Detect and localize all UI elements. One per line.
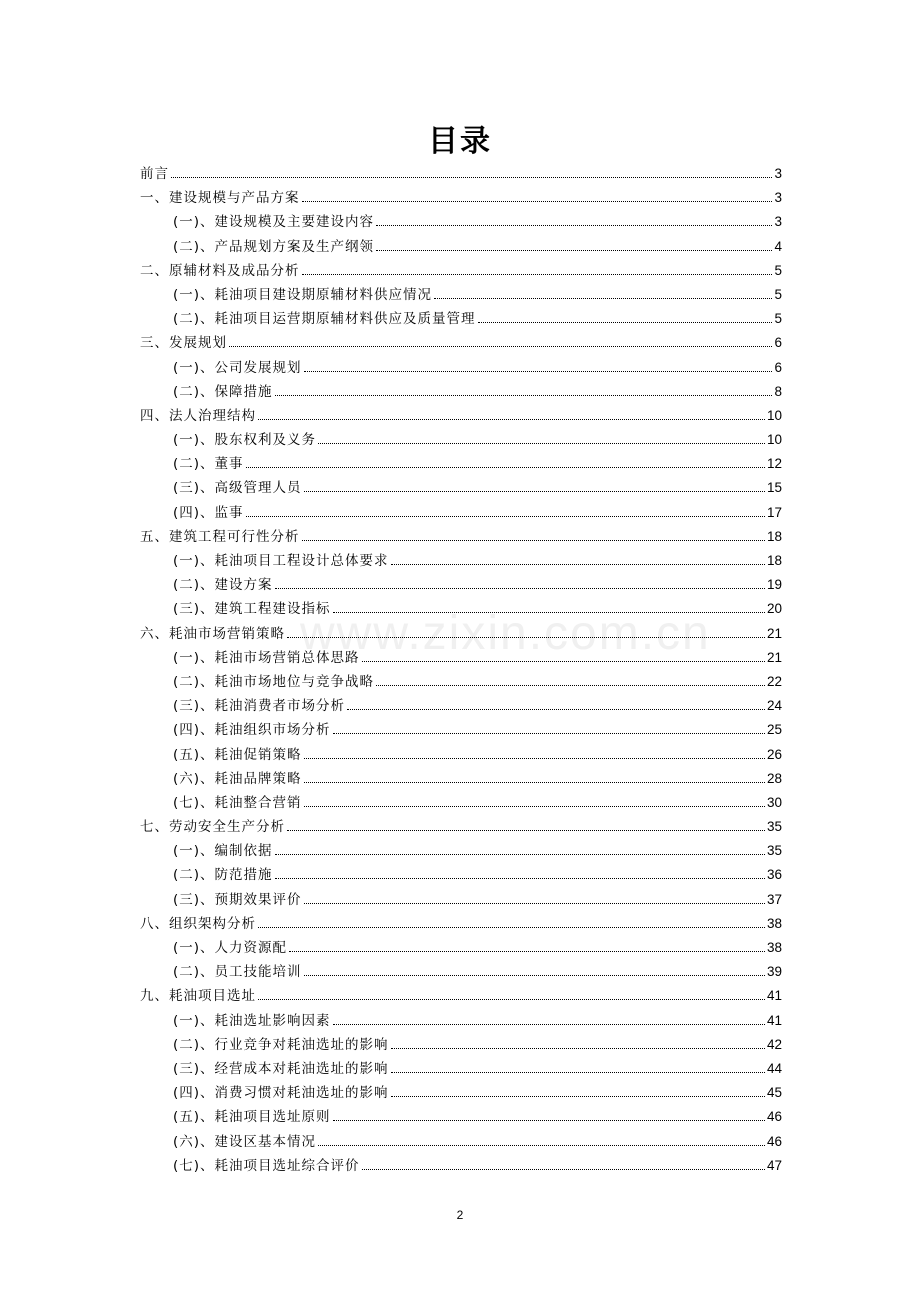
toc-entry-title: (一)、股东权利及义务 — [173, 432, 317, 449]
dot-leader — [376, 225, 772, 226]
toc-entry-title: (二)、建设方案 — [173, 577, 273, 594]
toc-entry-title: 一、建设规模与产品方案 — [140, 190, 300, 207]
toc-subentry[interactable] — [140, 476, 782, 500]
toc-entry-title: (七)、耗油整合营销 — [173, 794, 302, 811]
toc-entry-page: 30 — [766, 794, 782, 810]
dot-leader — [302, 540, 765, 541]
toc-entry-title: (一)、耗油市场营销总体思路 — [173, 649, 360, 666]
toc-entry[interactable] — [140, 622, 782, 646]
dot-leader — [376, 250, 772, 251]
toc-subentry[interactable] — [140, 235, 782, 259]
dot-leader — [304, 975, 765, 976]
dot-leader — [434, 298, 772, 299]
toc-entry-page: 41 — [766, 988, 782, 1004]
dot-leader — [304, 782, 765, 783]
watermark: www.zixin.com.cn — [300, 607, 711, 660]
dot-leader — [391, 1048, 765, 1049]
toc-subentry[interactable] — [140, 694, 782, 718]
toc-entry-page: 47 — [766, 1157, 782, 1173]
dot-leader — [304, 806, 765, 807]
toc-entry-title: 前言 — [140, 166, 169, 182]
toc-subentry[interactable] — [140, 718, 782, 742]
toc-subentry[interactable] — [140, 936, 782, 960]
toc-entry-title: (二)、防范措施 — [173, 867, 273, 884]
toc-entry-title: (四)、耗油组织市场分析 — [173, 722, 331, 739]
toc-entry-title: 四、法人治理结构 — [140, 407, 256, 424]
toc-entry-page: 39 — [766, 964, 782, 980]
toc-entry-page: 18 — [766, 553, 782, 568]
toc-subentry[interactable] — [140, 356, 782, 380]
dot-leader — [362, 1169, 765, 1170]
toc-entry-page: 8 — [774, 383, 782, 399]
toc-entry-title: (二)、员工技能培训 — [173, 964, 302, 981]
toc-entry-page: 3 — [774, 166, 782, 181]
toc-subentry[interactable] — [140, 743, 782, 767]
toc-entry-page: 18 — [766, 528, 782, 544]
toc-entry-title: (一)、公司发展规划 — [173, 359, 302, 376]
dot-leader — [275, 588, 765, 589]
toc-entry-title: (三)、耗油消费者市场分析 — [173, 698, 346, 715]
toc-entry-title: (二)、行业竞争对耗油选址的影响 — [173, 1036, 389, 1053]
toc-entry-page: 3 — [774, 214, 782, 230]
dot-leader — [229, 346, 772, 347]
toc-entry-title: (一)、耗油项目工程设计总体要求 — [173, 553, 389, 569]
toc-entry-page: 5 — [774, 311, 782, 327]
dot-leader — [258, 927, 765, 928]
dot-leader — [333, 733, 765, 734]
dot-leader — [287, 637, 765, 638]
toc-entry-page: 22 — [766, 673, 782, 689]
toc-entry-page: 46 — [766, 1133, 782, 1149]
toc-subentry[interactable] — [140, 380, 782, 404]
toc-entry-page: 6 — [774, 335, 782, 351]
dot-leader — [391, 564, 765, 565]
dot-leader — [258, 419, 765, 420]
toc-entry-page: 36 — [766, 867, 782, 883]
toc-subentry[interactable] — [140, 1130, 782, 1154]
toc-subentry[interactable] — [140, 863, 782, 887]
toc-subentry[interactable] — [140, 1154, 782, 1178]
toc-entry-page: 4 — [774, 238, 782, 254]
toc-entry-page: 17 — [766, 504, 782, 520]
toc-entry-title: (一)、建设规模及主要建设内容 — [173, 214, 375, 231]
toc-entry-title: (六)、耗油品牌策略 — [173, 770, 302, 787]
toc-subentry[interactable] — [140, 888, 782, 912]
page-number: 2 — [456, 1208, 464, 1222]
toc-entry[interactable] — [140, 525, 782, 549]
toc-entry-page: 24 — [766, 698, 782, 714]
dot-leader — [362, 661, 765, 662]
toc-entry-page: 15 — [766, 480, 782, 496]
dot-leader — [287, 830, 765, 831]
dot-leader — [333, 1120, 765, 1121]
dot-leader — [304, 491, 765, 492]
toc-subentry[interactable] — [140, 791, 782, 815]
toc-subentry[interactable] — [140, 452, 782, 476]
toc-entry-page: 5 — [774, 286, 782, 302]
toc-entry-title: (三)、建筑工程建设指标 — [173, 601, 331, 618]
toc-entry-title: (三)、经营成本对耗油选址的影响 — [173, 1060, 389, 1077]
toc-subentry[interactable] — [140, 549, 782, 573]
toc-subentry[interactable] — [140, 307, 782, 331]
dot-leader — [391, 1096, 765, 1097]
dot-leader — [258, 999, 765, 1000]
toc-entry-title: (一)、耗油选址影响因素 — [173, 1012, 331, 1029]
toc-entry-title: (四)、监事 — [173, 504, 244, 521]
toc-entry[interactable] — [140, 912, 782, 936]
toc-entry-page: 35 — [766, 819, 782, 835]
dot-leader — [391, 1072, 765, 1073]
dot-leader — [304, 758, 765, 759]
toc-entry-title: (二)、保障措施 — [173, 383, 273, 400]
dot-leader — [304, 903, 765, 904]
toc-entry-page: 38 — [766, 915, 782, 931]
toc-entry-page: 20 — [766, 601, 782, 617]
toc-entry-title: (二)、耗油市场地位与竞争战略 — [173, 673, 375, 690]
toc-entry-title: (四)、消费习惯对耗油选址的影响 — [173, 1085, 389, 1102]
dot-leader — [275, 878, 765, 879]
toc-entry-title: (五)、耗油促销策略 — [173, 746, 302, 763]
toc-entry-title: (二)、耗油项目运营期原辅材料供应及质量管理 — [173, 311, 476, 328]
toc-entry[interactable] — [140, 162, 782, 186]
toc-entry-title: (三)、高级管理人员 — [173, 480, 302, 497]
toc-entry-page: 19 — [766, 577, 782, 593]
toc-entry-page: 21 — [766, 625, 782, 641]
toc-entry-page: 3 — [774, 190, 782, 206]
dot-leader — [246, 516, 765, 517]
toc-entry-title: (二)、董事 — [173, 456, 244, 473]
toc-entry-page: 12 — [766, 456, 782, 472]
table-of-contents — [140, 162, 782, 1178]
toc-entry-title: (一)、编制依据 — [173, 843, 273, 860]
toc-entry[interactable] — [140, 331, 782, 355]
dot-leader — [302, 201, 773, 202]
toc-subentry[interactable] — [140, 573, 782, 597]
toc-subentry[interactable] — [140, 1105, 782, 1129]
toc-entry[interactable] — [140, 815, 782, 839]
toc-entry[interactable] — [140, 259, 782, 283]
dot-leader — [347, 709, 765, 710]
toc-entry-title: 九、耗油项目选址 — [140, 988, 256, 1005]
toc-entry-title: (一)、耗油项目建设期原辅材料供应情况 — [173, 286, 433, 303]
toc-entry-page: 5 — [774, 262, 782, 278]
dot-leader — [302, 274, 773, 275]
page-title: 目录 — [428, 124, 492, 159]
toc-entry-page: 25 — [766, 722, 782, 738]
toc-entry-page: 10 — [766, 432, 782, 448]
toc-entry-page: 6 — [774, 359, 782, 375]
toc-entry-title: 二、原辅材料及成品分析 — [140, 262, 300, 279]
toc-entry-page: 41 — [766, 1012, 782, 1028]
toc-entry-title: (七)、耗油项目选址综合评价 — [173, 1157, 360, 1174]
toc-entry[interactable] — [140, 404, 782, 428]
toc-entry-title: 三、发展规划 — [140, 335, 227, 352]
dot-leader — [304, 371, 773, 372]
toc-entry-title: 八、组织架构分析 — [140, 915, 256, 932]
toc-subentry[interactable] — [140, 646, 782, 670]
dot-leader — [275, 395, 773, 396]
toc-entry-page: 26 — [766, 746, 782, 762]
dot-leader — [318, 1145, 765, 1146]
toc-subentry[interactable] — [140, 1057, 782, 1081]
toc-entry-title: 七、劳动安全生产分析 — [140, 819, 285, 836]
toc-subentry[interactable] — [140, 501, 782, 525]
toc-entry-title: (三)、预期效果评价 — [173, 891, 302, 908]
toc-entry[interactable] — [140, 984, 782, 1008]
toc-entry-page: 35 — [766, 843, 782, 859]
toc-entry-page: 46 — [766, 1109, 782, 1125]
toc-entry-title: 六、耗油市场营销策略 — [140, 625, 285, 642]
dot-leader — [275, 854, 765, 855]
dot-leader — [246, 467, 765, 468]
dot-leader — [171, 177, 772, 178]
toc-subentry[interactable] — [140, 210, 782, 234]
toc-entry-page: 21 — [766, 649, 782, 665]
toc-subentry[interactable] — [140, 597, 782, 621]
toc-entry-page: 45 — [766, 1085, 782, 1101]
toc-entry-page: 37 — [766, 891, 782, 907]
toc-entry-page: 28 — [766, 770, 782, 786]
toc-entry-page: 42 — [766, 1036, 782, 1052]
toc-entry-title: 五、建筑工程可行性分析 — [140, 528, 300, 545]
toc-entry-page: 44 — [766, 1060, 782, 1076]
dot-leader — [289, 951, 765, 952]
toc-entry[interactable] — [140, 186, 782, 210]
toc-subentry[interactable] — [140, 1081, 782, 1105]
dot-leader — [333, 612, 765, 613]
toc-subentry[interactable] — [140, 283, 782, 307]
toc-subentry[interactable] — [140, 767, 782, 791]
toc-entry-title: (五)、耗油项目选址原则 — [173, 1109, 331, 1126]
toc-subentry[interactable] — [140, 1009, 782, 1033]
toc-subentry[interactable] — [140, 960, 782, 984]
toc-subentry[interactable] — [140, 839, 782, 863]
toc-entry-page: 38 — [766, 940, 782, 955]
dot-leader — [478, 322, 773, 323]
toc-subentry[interactable] — [140, 428, 782, 452]
toc-subentry[interactable] — [140, 670, 782, 694]
toc-subentry[interactable] — [140, 1033, 782, 1057]
toc-entry-title: (六)、建设区基本情况 — [173, 1133, 317, 1150]
dot-leader — [376, 685, 765, 686]
dot-leader — [318, 443, 765, 444]
toc-entry-page: 10 — [766, 407, 782, 423]
dot-leader — [333, 1024, 765, 1025]
toc-entry-title: (一)、人力资源配 — [173, 940, 288, 956]
toc-entry-title: (二)、产品规划方案及生产纲领 — [173, 238, 375, 255]
